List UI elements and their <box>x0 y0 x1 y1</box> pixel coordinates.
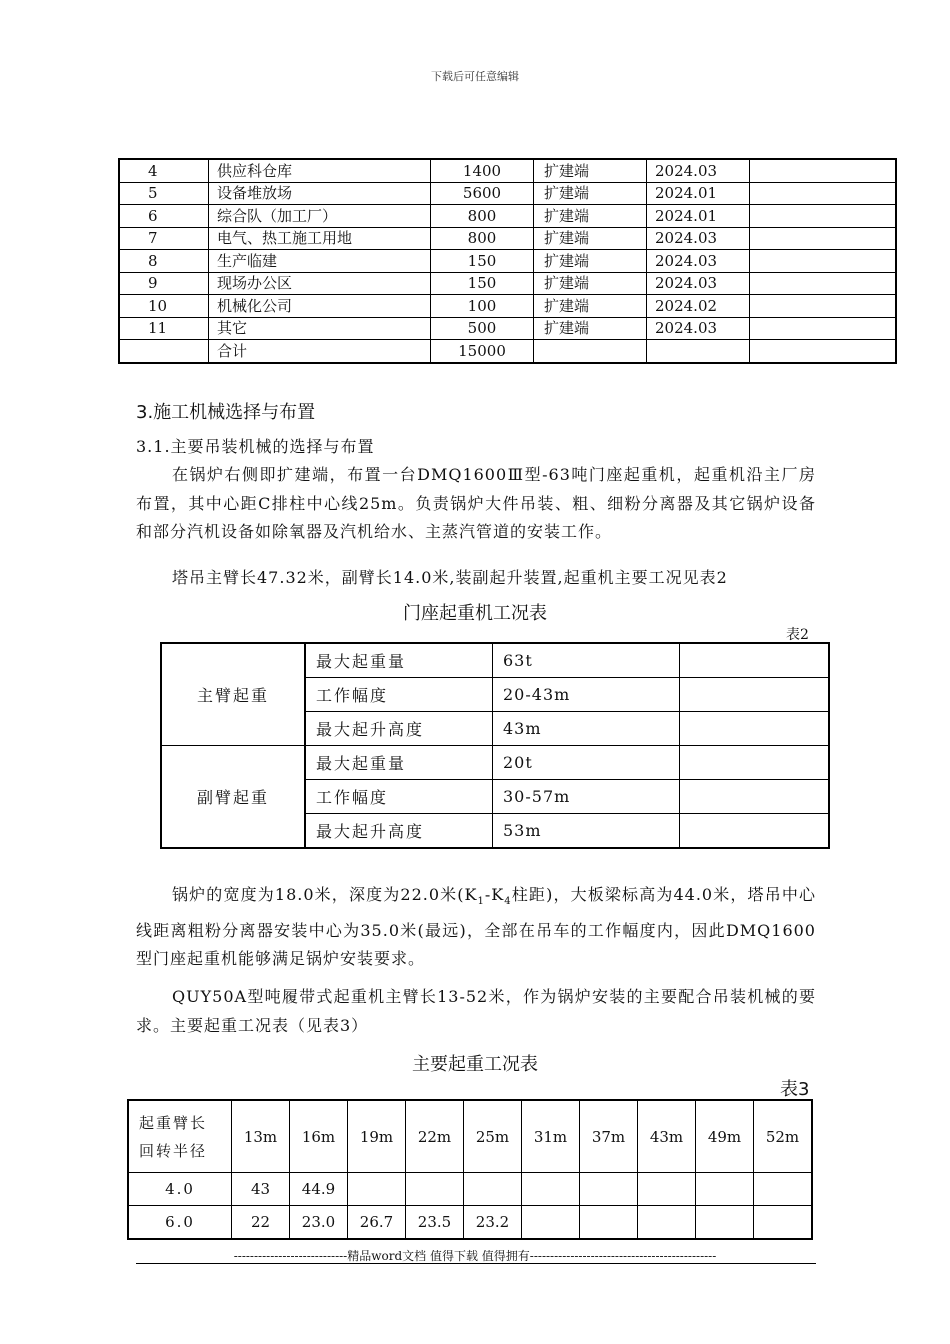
cell-value <box>580 1173 638 1206</box>
cell-note <box>750 317 897 340</box>
table-row <box>119 340 896 363</box>
cell-date <box>647 340 750 363</box>
cell-name: 电气、热工施工用地 <box>209 227 431 250</box>
cell-no: 8 <box>119 250 209 273</box>
cell-note <box>750 159 897 182</box>
cell-location: 扩建端 <box>534 295 647 318</box>
gantry-crane-table <box>160 642 830 849</box>
cell-value <box>696 1173 754 1206</box>
cell-empty <box>680 712 830 746</box>
cell-note <box>750 295 897 318</box>
table-row <box>161 643 829 678</box>
cell-area: 150 <box>431 272 534 295</box>
cell-location: 扩建端 <box>534 182 647 205</box>
table2-label: 表2 <box>786 627 809 643</box>
cell-no: 6 <box>119 205 209 228</box>
corner-cell <box>128 1100 232 1173</box>
cell-value: 53m <box>493 814 680 849</box>
cell-location <box>534 340 647 363</box>
cell-value <box>580 1206 638 1240</box>
table-row <box>119 205 896 228</box>
cell-area: 15000 <box>431 340 534 363</box>
cell-area: 5600 <box>431 182 534 205</box>
cell-area: 1400 <box>431 159 534 182</box>
cell-param: 最大起重量 <box>305 643 493 678</box>
cell-value <box>406 1173 464 1206</box>
cell-no: 9 <box>119 272 209 295</box>
cell-name: 合计 <box>209 340 431 363</box>
cell-name: 现场办公区 <box>209 272 431 295</box>
cell-value: 20-43m <box>493 678 680 712</box>
site-area-table <box>118 158 897 364</box>
cell-name: 生产临建 <box>209 250 431 273</box>
cell-value <box>754 1173 813 1206</box>
cell-date: 2024.01 <box>647 182 750 205</box>
paragraph-gantry-crane: 在锅炉右侧即扩建端，布置一台DMQ1600Ⅲ型-63吨门座起重机，起重机沿主厂房布置，其中心距C排柱中心线25m。负责锅炉大件吊装、粗、细粉分离器及其它锅炉设备和部分汽机设备如除氧器及汽机给水、主蒸汽管道的安装工作。 <box>136 465 816 541</box>
footer-rule <box>136 1263 816 1264</box>
cell-no: 10 <box>119 295 209 318</box>
cell-date: 2024.03 <box>647 272 750 295</box>
column-header: 22m <box>406 1100 464 1173</box>
cell-value <box>464 1173 522 1206</box>
cell-value: 44.9 <box>290 1173 348 1206</box>
table3-label: 表3 <box>780 1079 810 1100</box>
cell-location: 扩建端 <box>534 272 647 295</box>
cell-no <box>119 340 209 363</box>
cell-location: 扩建端 <box>534 159 647 182</box>
table-row <box>119 272 896 295</box>
table3-caption: 主要起重工况表 <box>412 1054 538 1075</box>
cell-note <box>750 227 897 250</box>
table-row <box>119 317 896 340</box>
cell-value: 63t <box>493 643 680 678</box>
table-row <box>119 159 896 182</box>
paragraph-crawler-crane: QUY50A型吨履带式起重机主臂长13-52米，作为锅炉安装的主要配合吊装机械的要求。主要起重工况表（见表3） <box>136 987 816 1035</box>
column-header: 31m <box>522 1100 580 1173</box>
cell-name: 供应科仓库 <box>209 159 431 182</box>
row-radius: 4.0 <box>128 1173 232 1206</box>
table-row <box>119 227 896 250</box>
table-row <box>119 250 896 273</box>
cell-empty <box>680 746 830 780</box>
cell-no: 4 <box>119 159 209 182</box>
cell-param: 最大起重量 <box>305 746 493 780</box>
table-row <box>161 746 829 780</box>
column-header: 16m <box>290 1100 348 1173</box>
cell-value: 20t <box>493 746 680 780</box>
cell-name: 综合队（加工厂） <box>209 205 431 228</box>
table-row <box>128 1173 812 1206</box>
cell-area: 800 <box>431 205 534 228</box>
cell-param: 工作幅度 <box>305 678 493 712</box>
cell-date: 2024.03 <box>647 317 750 340</box>
cell-note <box>750 182 897 205</box>
lifting-capacity-table <box>127 1099 813 1240</box>
page-header: 下载后可任意编辑 <box>431 70 519 83</box>
column-header: 25m <box>464 1100 522 1173</box>
cell-empty <box>680 678 830 712</box>
row-radius: 6.0 <box>128 1206 232 1240</box>
cell-value: 26.7 <box>348 1206 406 1240</box>
cell-area: 150 <box>431 250 534 273</box>
cell-no: 11 <box>119 317 209 340</box>
cell-date: 2024.03 <box>647 227 750 250</box>
section-title: 3.施工机械选择与布置 <box>136 402 316 423</box>
cell-date: 2024.03 <box>647 250 750 273</box>
subsection-title: 3.1.主要吊装机械的选择与布置 <box>136 437 375 456</box>
table2-caption: 门座起重机工况表 <box>403 603 547 624</box>
cell-location: 扩建端 <box>534 205 647 228</box>
group-label: 主臂起重 <box>161 643 305 746</box>
cell-value <box>348 1173 406 1206</box>
cell-value: 30-57m <box>493 780 680 814</box>
cell-value: 43m <box>493 712 680 746</box>
cell-param: 最大起升高度 <box>305 712 493 746</box>
cell-date: 2024.02 <box>647 295 750 318</box>
cell-note <box>750 205 897 228</box>
cell-value <box>696 1206 754 1240</box>
cell-empty <box>680 643 830 678</box>
cell-value <box>522 1173 580 1206</box>
cell-value: 43 <box>232 1173 290 1206</box>
cell-date: 2024.01 <box>647 205 750 228</box>
cell-value: 22 <box>232 1206 290 1240</box>
corner-top: 起重臂长 <box>139 1113 208 1132</box>
cell-param: 工作幅度 <box>305 780 493 814</box>
cell-empty <box>680 780 830 814</box>
cell-note <box>750 340 897 363</box>
cell-name: 设备堆放场 <box>209 182 431 205</box>
cell-name: 机械化公司 <box>209 295 431 318</box>
cell-area: 800 <box>431 227 534 250</box>
cell-value: 23.2 <box>464 1206 522 1240</box>
cell-date: 2024.03 <box>647 159 750 182</box>
paragraph-boiler-size: 锅炉的宽度为18.0米，深度为22.0米($K_1-K_4$柱距)，大板梁标高为44.0米，塔吊中心线距离粗粉分离器安装中心为35.0米(最远)，全部在吊车的工作幅度内，因此DMQ1600型门座起重机能够满足锅炉安装要求。 <box>136 885 816 969</box>
cell-value <box>638 1206 696 1240</box>
column-header: 49m <box>696 1100 754 1173</box>
cell-value <box>754 1206 813 1240</box>
table-row <box>119 182 896 205</box>
page-footer: ----------------------------精品word文档 值得下载 值得拥有---------------------------------------------- <box>233 1249 717 1263</box>
column-header: 43m <box>638 1100 696 1173</box>
table-row <box>119 295 896 318</box>
cell-note <box>750 272 897 295</box>
cell-value <box>522 1206 580 1240</box>
cell-location: 扩建端 <box>534 250 647 273</box>
table-row <box>128 1206 812 1240</box>
column-header: 52m <box>754 1100 813 1173</box>
paragraph-boom-length: 塔吊主臂长47.32米，副臂长14.0米,装副起升装置,起重机主要工况见表2 <box>172 568 728 587</box>
cell-param: 最大起升高度 <box>305 814 493 849</box>
cell-area: 100 <box>431 295 534 318</box>
table-header-row <box>128 1100 812 1173</box>
cell-note <box>750 250 897 273</box>
cell-value: 23.5 <box>406 1206 464 1240</box>
cell-value <box>638 1173 696 1206</box>
column-header: 19m <box>348 1100 406 1173</box>
column-header: 37m <box>580 1100 638 1173</box>
cell-no: 7 <box>119 227 209 250</box>
cell-location: 扩建端 <box>534 227 647 250</box>
cell-empty <box>680 814 830 849</box>
column-header: 13m <box>232 1100 290 1173</box>
cell-name: 其它 <box>209 317 431 340</box>
corner-bottom: 回转半径 <box>139 1141 208 1160</box>
cell-location: 扩建端 <box>534 317 647 340</box>
group-label: 副臂起重 <box>161 746 305 849</box>
cell-no: 5 <box>119 182 209 205</box>
cell-value: 23.0 <box>290 1206 348 1240</box>
cell-area: 500 <box>431 317 534 340</box>
